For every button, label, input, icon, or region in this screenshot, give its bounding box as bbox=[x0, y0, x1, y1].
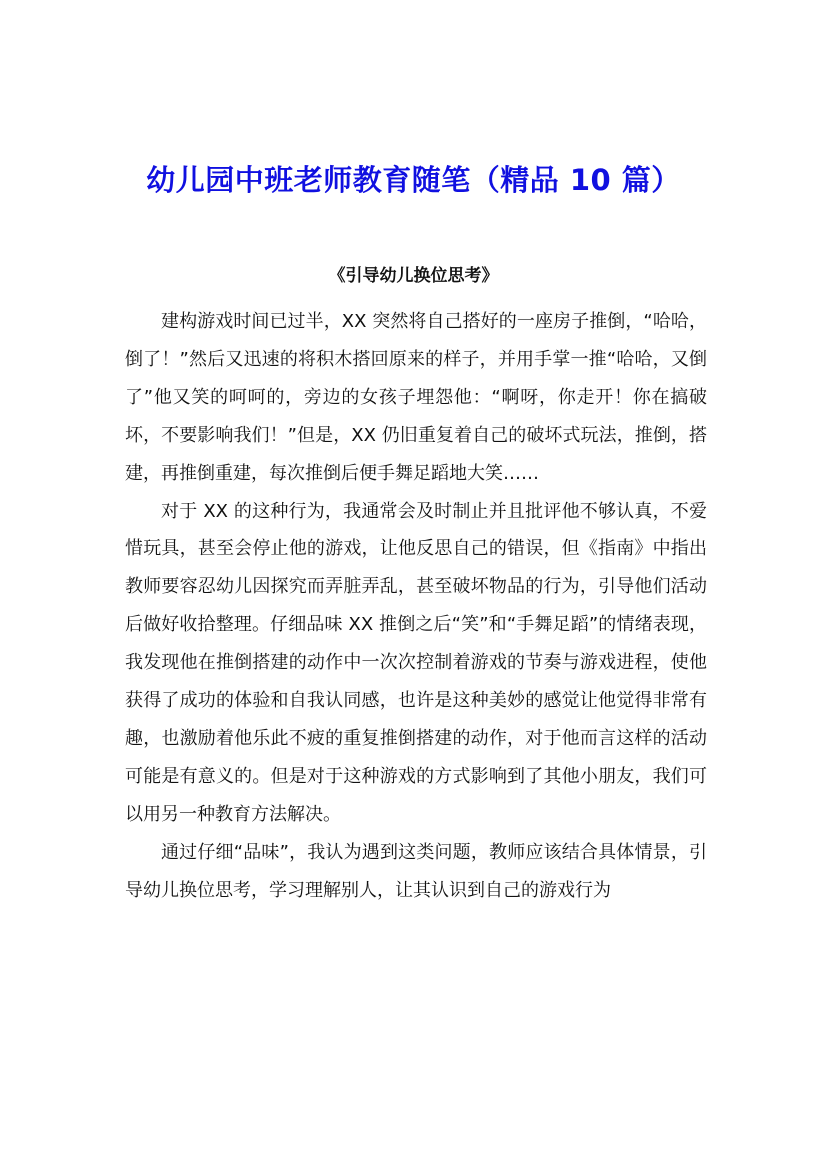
paragraph-3: 通过仔细“品味”，我认为遇到这类问题，教师应该结合具体情景，引导幼儿换位思考，学习理解别人，让其认识到自己的游戏行为 bbox=[125, 841, 707, 901]
section-heading: 《引导幼儿换位思考》 bbox=[328, 266, 499, 286]
paragraph-2: 对于 XX 的这种行为，我通常会及时制止并且批评他不够认真，不爱惜玩具，甚至会停止他的游戏，让他反思自己的错误，但《指南》中指出教师要容忍幼儿因探究而弄脏弄乱，甚至破坏物品的行为，引导他们活动后做好收拾整理。仔细品味 XX 推倒之后“笑”和“手舞足蹈”的情绪表现，我发现他在推倒搭建的动作中一次次控制着游戏的节奏与游戏进程，使他获得了成功的体验和自我认同感，也许是这种美妙的感觉让他觉得非常有趣，也激励着他乐此不疲的重复推倒搭建的动作，对于他而言这样的活动可能是有意义的。但是对于这种游戏的方式影响到了其他小朋友，我们可以用另一种教育方法解决。 bbox=[125, 500, 707, 825]
document-title: 幼儿园中班老师教育随笔（精品 10 篇） bbox=[146, 163, 681, 197]
paragraph-1: 建构游戏时间已过半，XX 突然将自己搭好的一座房子推倒，“哈哈，倒了！”然后又迅速的将积木搭回原来的样子，并用手掌一推“哈哈，又倒了”他又笑的呵呵的，旁边的女孩子埋怨他：“啊呀，你走开！你在搞破坏，不要影响我们！”但是，XX 仍旧重复着自己的破坏式玩法，推倒，搭建，再推倒重建，每次推倒后便手舞足蹈地大笑…… bbox=[125, 311, 707, 484]
article-body bbox=[125, 303, 707, 910]
